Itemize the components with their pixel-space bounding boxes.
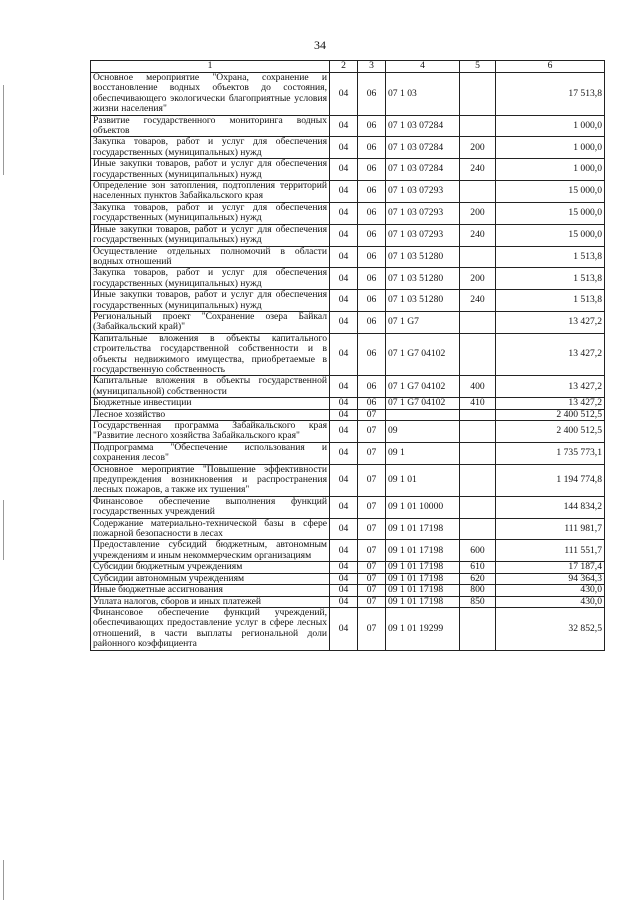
expense-type-code-cell: 200 (460, 137, 496, 159)
table-row (91, 596, 605, 607)
row-name-cell: Иные закупки товаров, работ и услуг для обеспечения государственных (муниципальных) нужд (91, 159, 330, 181)
target-article-code-cell: 07 1 03 07284 (386, 137, 460, 159)
expense-type-code-cell: 200 (460, 202, 496, 224)
expense-type-code-cell: 610 (460, 562, 496, 573)
section-code-cell: 04 (330, 585, 358, 596)
table-row (91, 311, 605, 333)
section-code-cell: 04 (330, 333, 358, 376)
amount-cell: 1 000,0 (496, 159, 605, 181)
amount-cell: 13 427,2 (496, 333, 605, 376)
budget-table (90, 60, 605, 651)
row-name-cell: Основное мероприятие "Повышение эффективности предупреждения возникновения и распространения лесных пожаров, а также их тушения" (91, 464, 330, 496)
amount-cell: 13 427,2 (496, 376, 605, 398)
section-code-cell: 04 (330, 73, 358, 116)
expense-type-code-cell: 240 (460, 159, 496, 181)
table-row (91, 290, 605, 312)
subsection-code-cell: 06 (358, 202, 386, 224)
table-row (91, 442, 605, 464)
table-row (91, 246, 605, 268)
row-name-cell: Закупка товаров, работ и услуг для обеспечения государственных (муниципальных) нужд (91, 137, 330, 159)
target-article-code-cell: 07 1 03 (386, 73, 460, 116)
subsection-code-cell: 07 (358, 421, 386, 443)
table-row (91, 573, 605, 584)
amount-cell: 1 000,0 (496, 137, 605, 159)
section-code-cell: 04 (330, 409, 358, 420)
amount-cell: 13 427,2 (496, 398, 605, 409)
table-row (91, 376, 605, 398)
page-number: 34 (314, 38, 326, 52)
row-name-cell: Предоставление субсидий бюджетным, автономным учреждениям и иным некоммерческим организациям (91, 540, 330, 562)
target-article-code-cell: 09 1 01 17198 (386, 540, 460, 562)
scan-edge-mark (3, 860, 4, 900)
target-article-code-cell: 07 1 03 07284 (386, 159, 460, 181)
amount-cell: 1 000,0 (496, 115, 605, 137)
expense-type-code-cell (460, 421, 496, 443)
subsection-code-cell: 06 (358, 311, 386, 333)
expense-type-code-cell (460, 181, 496, 203)
section-code-cell: 04 (330, 202, 358, 224)
target-article-code-cell: 09 1 01 (386, 464, 460, 496)
section-code-cell: 04 (330, 376, 358, 398)
table-row (91, 562, 605, 573)
section-code-cell: 04 (330, 246, 358, 268)
expense-type-code-cell (460, 246, 496, 268)
target-article-code-cell: 09 1 01 17198 (386, 573, 460, 584)
row-name-cell: Субсидии бюджетным учреждениям (91, 562, 330, 573)
amount-cell: 430,0 (496, 596, 605, 607)
column-header: 1 (91, 61, 330, 73)
row-name-cell: Осуществление отдельных полномочий в области водных отношений (91, 246, 330, 268)
section-code-cell: 04 (330, 398, 358, 409)
row-name-cell: Финансовое обеспечение функций учреждений, обеспечивающих предоставление услуг в сфере лесных отношений, в части выплаты региональной доли районного коэффициента (91, 607, 330, 650)
expense-type-code-cell (460, 496, 496, 518)
expense-type-code-cell: 200 (460, 268, 496, 290)
target-article-code-cell: 07 1 G7 (386, 311, 460, 333)
amount-cell: 15 000,0 (496, 181, 605, 203)
section-code-cell: 04 (330, 596, 358, 607)
table-row (91, 137, 605, 159)
amount-cell: 94 364,3 (496, 573, 605, 584)
amount-cell: 111 551,7 (496, 540, 605, 562)
amount-cell: 1 513,8 (496, 246, 605, 268)
row-name-cell: Региональный проект "Сохранение озера Байкал (Забайкальский край)" (91, 311, 330, 333)
amount-cell: 144 834,2 (496, 496, 605, 518)
target-article-code-cell: 07 1 03 07293 (386, 224, 460, 246)
expense-type-code-cell: 620 (460, 573, 496, 584)
table-row (91, 268, 605, 290)
target-article-code-cell: 07 1 03 07293 (386, 202, 460, 224)
target-article-code-cell: 07 1 03 07284 (386, 115, 460, 137)
table-row (91, 181, 605, 203)
column-header: 2 (330, 61, 358, 73)
subsection-code-cell: 07 (358, 464, 386, 496)
target-article-code-cell: 07 1 03 07293 (386, 181, 460, 203)
table-row (91, 115, 605, 137)
target-article-code-cell: 09 1 01 17198 (386, 596, 460, 607)
subsection-code-cell: 06 (358, 181, 386, 203)
subsection-code-cell: 06 (358, 268, 386, 290)
section-code-cell: 04 (330, 607, 358, 650)
column-header: 5 (460, 61, 496, 73)
section-code-cell: 04 (330, 268, 358, 290)
row-name-cell: Финансовое обеспечение выполнения функций государственных учреждений (91, 496, 330, 518)
amount-cell: 15 000,0 (496, 224, 605, 246)
expense-type-code-cell (460, 409, 496, 420)
expense-type-code-cell (460, 518, 496, 540)
row-name-cell: Иные закупки товаров, работ и услуг для обеспечения государственных (муниципальных) нужд (91, 290, 330, 312)
amount-cell: 32 852,5 (496, 607, 605, 650)
row-name-cell: Капитальные вложения в объекты государственной (муниципальной) собственности (91, 376, 330, 398)
subsection-code-cell: 06 (358, 290, 386, 312)
expense-type-code-cell: 600 (460, 540, 496, 562)
table-row (91, 202, 605, 224)
subsection-code-cell: 06 (358, 73, 386, 116)
table-row (91, 540, 605, 562)
subsection-code-cell: 07 (358, 562, 386, 573)
expense-type-code-cell (460, 464, 496, 496)
column-header: 6 (496, 61, 605, 73)
amount-cell: 430,0 (496, 585, 605, 596)
expense-type-code-cell (460, 311, 496, 333)
expense-type-code-cell (460, 607, 496, 650)
table-row (91, 333, 605, 376)
target-article-code-cell: 07 1 G7 04102 (386, 333, 460, 376)
subsection-code-cell: 07 (358, 607, 386, 650)
section-code-cell: 04 (330, 159, 358, 181)
subsection-code-cell: 06 (358, 115, 386, 137)
expense-type-code-cell: 800 (460, 585, 496, 596)
row-name-cell: Бюджетные инвестиции (91, 398, 330, 409)
row-name-cell: Лесное хозяйство (91, 409, 330, 420)
target-article-code-cell: 09 1 (386, 442, 460, 464)
amount-cell: 13 427,2 (496, 311, 605, 333)
section-code-cell: 04 (330, 224, 358, 246)
amount-cell: 2 400 512,5 (496, 409, 605, 420)
target-article-code-cell: 07 1 03 51280 (386, 290, 460, 312)
target-article-code-cell: 07 1 G7 04102 (386, 398, 460, 409)
subsection-code-cell: 06 (358, 376, 386, 398)
subsection-code-cell: 07 (358, 409, 386, 420)
table-row (91, 464, 605, 496)
expense-type-code-cell: 240 (460, 290, 496, 312)
subsection-code-cell: 07 (358, 585, 386, 596)
amount-cell: 2 400 512,5 (496, 421, 605, 443)
amount-cell: 1 194 774,8 (496, 464, 605, 496)
table-row (91, 73, 605, 116)
target-article-code-cell: 09 1 01 17198 (386, 518, 460, 540)
scan-edge-mark (3, 500, 4, 560)
section-code-cell: 04 (330, 137, 358, 159)
row-name-cell: Закупка товаров, работ и услуг для обеспечения государственных (муниципальных) нужд (91, 268, 330, 290)
section-code-cell: 04 (330, 518, 358, 540)
row-name-cell: Иные закупки товаров, работ и услуг для обеспечения государственных (муниципальных) нужд (91, 224, 330, 246)
row-name-cell: Основное мероприятие "Охрана, сохранение и восстановление водных объектов до состояния, обеспечивающего экологически благоприятные условия жизни населения" (91, 73, 330, 116)
subsection-code-cell: 07 (358, 596, 386, 607)
subsection-code-cell: 07 (358, 518, 386, 540)
row-name-cell: Капитальные вложения в объекты капитального строительства государственной собственности и в объекты недвижимого имущества, приобретаемые в государственную собственность (91, 333, 330, 376)
expense-type-code-cell: 240 (460, 224, 496, 246)
row-name-cell: Уплата налогов, сборов и иных платежей (91, 596, 330, 607)
expense-type-code-cell: 410 (460, 398, 496, 409)
target-article-code-cell (386, 409, 460, 420)
section-code-cell: 04 (330, 290, 358, 312)
table-row (91, 409, 605, 420)
target-article-code-cell: 07 1 03 51280 (386, 268, 460, 290)
column-header: 3 (358, 61, 386, 73)
amount-cell: 111 981,7 (496, 518, 605, 540)
table-row (91, 496, 605, 518)
expense-type-code-cell: 400 (460, 376, 496, 398)
target-article-code-cell: 09 1 01 17198 (386, 562, 460, 573)
scan-edge-mark (3, 85, 4, 175)
row-name-cell: Подпрограмма "Обеспечение использования и сохранения лесов" (91, 442, 330, 464)
table-row (91, 518, 605, 540)
subsection-code-cell: 06 (358, 246, 386, 268)
target-article-code-cell: 09 1 01 19299 (386, 607, 460, 650)
amount-cell: 1 513,8 (496, 290, 605, 312)
expense-type-code-cell (460, 333, 496, 376)
table-row (91, 585, 605, 596)
row-name-cell: Государственная программа Забайкальского края "Развитие лесного хозяйства Забайкальского края" (91, 421, 330, 443)
row-name-cell: Закупка товаров, работ и услуг для обеспечения государственных (муниципальных) нужд (91, 202, 330, 224)
section-code-cell: 04 (330, 464, 358, 496)
table-row (91, 398, 605, 409)
amount-cell: 17 513,8 (496, 73, 605, 116)
amount-cell: 15 000,0 (496, 202, 605, 224)
target-article-code-cell: 09 1 01 10000 (386, 496, 460, 518)
section-code-cell: 04 (330, 421, 358, 443)
section-code-cell: 04 (330, 496, 358, 518)
subsection-code-cell: 07 (358, 496, 386, 518)
row-name-cell: Субсидии автономным учреждениям (91, 573, 330, 584)
amount-cell: 17 187,4 (496, 562, 605, 573)
row-name-cell: Определение зон затопления, подтопления территорий населенных пунктов Забайкальского края (91, 181, 330, 203)
row-name-cell: Развитие государственного мониторинга водных объектов (91, 115, 330, 137)
section-code-cell: 04 (330, 540, 358, 562)
subsection-code-cell: 06 (358, 159, 386, 181)
table-row (91, 159, 605, 181)
section-code-cell: 04 (330, 562, 358, 573)
section-code-cell: 04 (330, 573, 358, 584)
target-article-code-cell: 07 1 G7 04102 (386, 376, 460, 398)
amount-cell: 1 513,8 (496, 268, 605, 290)
column-header: 4 (386, 61, 460, 73)
subsection-code-cell: 06 (358, 137, 386, 159)
amount-cell: 1 735 773,1 (496, 442, 605, 464)
subsection-code-cell: 06 (358, 224, 386, 246)
table-row (91, 224, 605, 246)
row-name-cell: Иные бюджетные ассигнования (91, 585, 330, 596)
target-article-code-cell: 09 (386, 421, 460, 443)
expense-type-code-cell (460, 115, 496, 137)
section-code-cell: 04 (330, 311, 358, 333)
expense-type-code-cell: 850 (460, 596, 496, 607)
subsection-code-cell: 06 (358, 398, 386, 409)
table-row (91, 421, 605, 443)
subsection-code-cell: 07 (358, 442, 386, 464)
subsection-code-cell: 07 (358, 573, 386, 584)
target-article-code-cell: 09 1 01 17198 (386, 585, 460, 596)
table-row (91, 607, 605, 650)
row-name-cell: Содержание материально-технической базы в сфере пожарной безопасности в лесах (91, 518, 330, 540)
expense-type-code-cell (460, 442, 496, 464)
section-code-cell: 04 (330, 181, 358, 203)
section-code-cell: 04 (330, 442, 358, 464)
subsection-code-cell: 07 (358, 540, 386, 562)
expense-type-code-cell (460, 73, 496, 116)
section-code-cell: 04 (330, 115, 358, 137)
target-article-code-cell: 07 1 03 51280 (386, 246, 460, 268)
table-header-row (91, 61, 605, 73)
subsection-code-cell: 06 (358, 333, 386, 376)
